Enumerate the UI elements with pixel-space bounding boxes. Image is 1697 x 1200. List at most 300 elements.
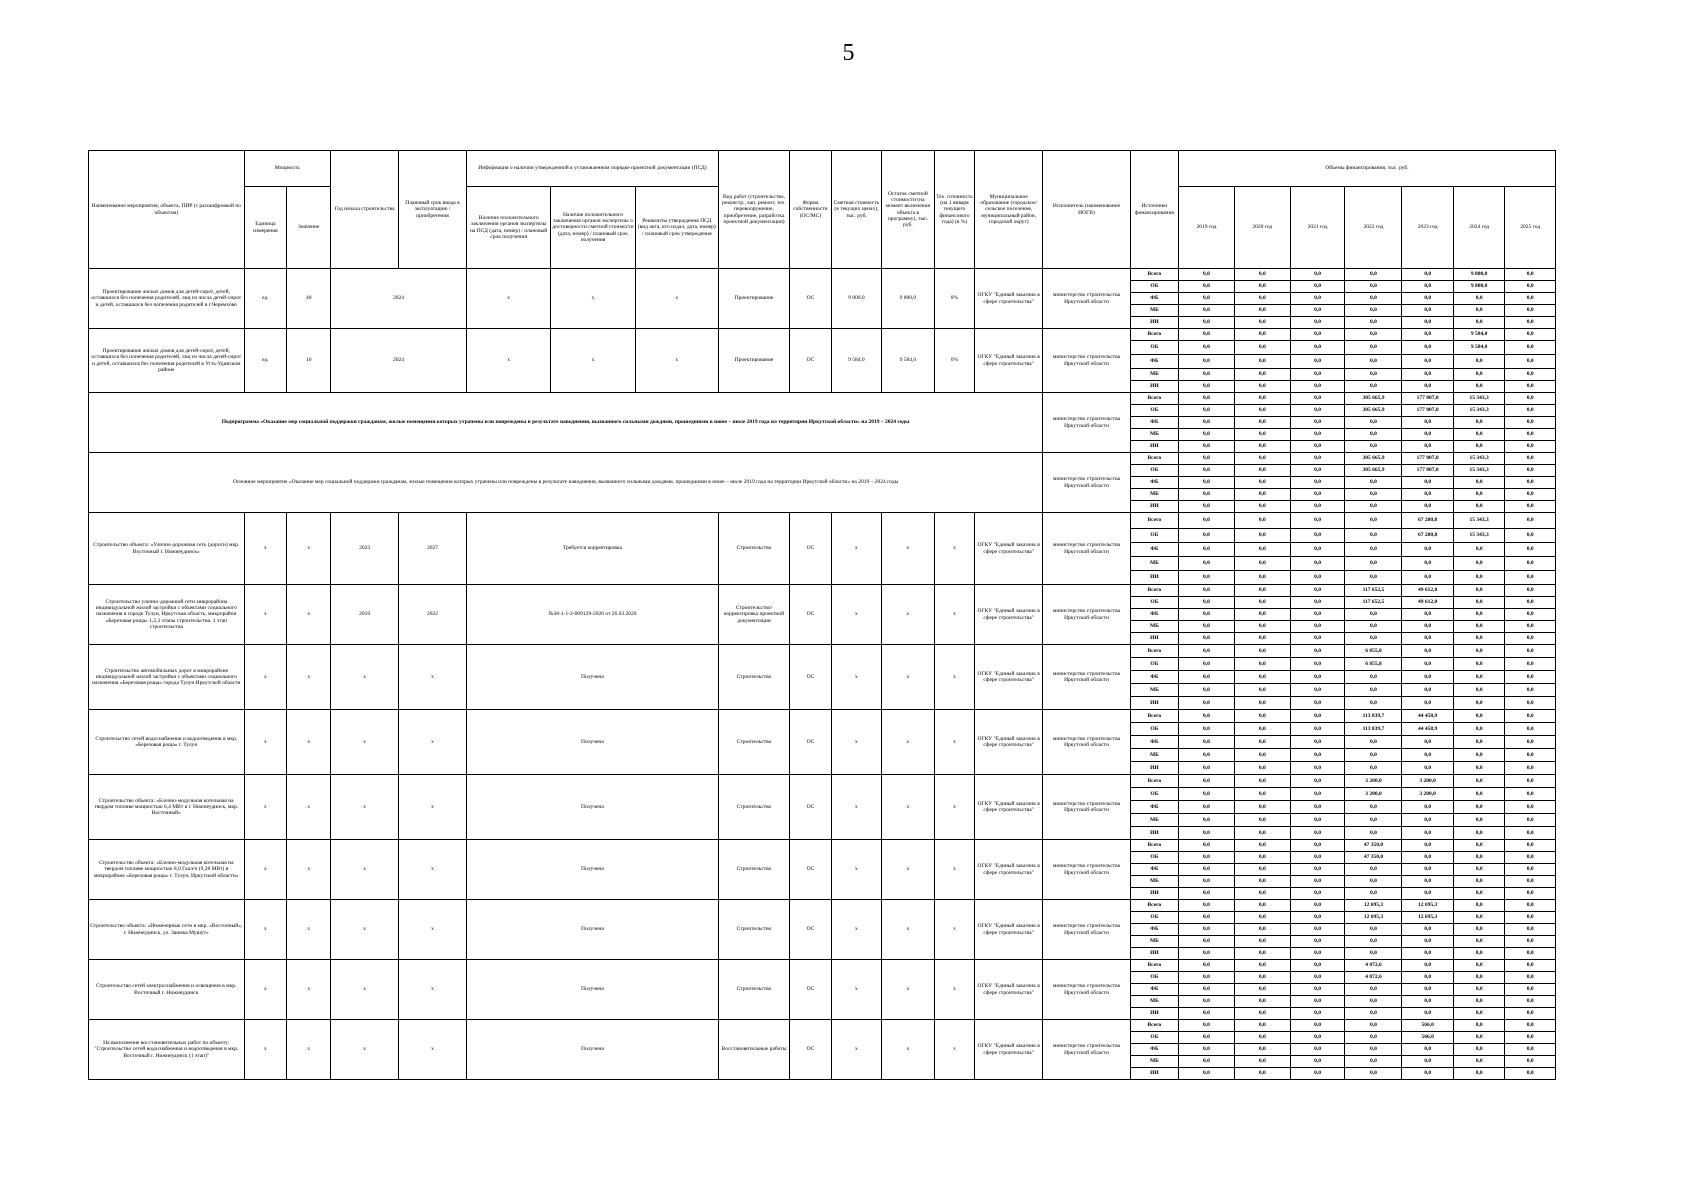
funding-value: 113 839,7 bbox=[1345, 723, 1402, 736]
funding-value: 0,0 bbox=[1234, 1032, 1290, 1044]
funding-value: 0,0 bbox=[1234, 912, 1290, 924]
funding-value: 0,0 bbox=[1178, 684, 1234, 697]
object-readiness: 0% bbox=[934, 329, 975, 393]
funding-value: 0,0 bbox=[1234, 281, 1290, 293]
object-remain: х bbox=[882, 710, 935, 775]
table-row bbox=[89, 960, 1556, 972]
funding-value: 0,0 bbox=[1402, 697, 1453, 710]
funding-value: 0,0 bbox=[1234, 924, 1290, 936]
object-municipality: ОГКУ "Единый заказчик в сфере строительства" bbox=[975, 585, 1043, 645]
funding-value: 0,0 bbox=[1290, 269, 1345, 281]
funding-value: 0,0 bbox=[1290, 960, 1345, 972]
funding-value: 0,0 bbox=[1345, 749, 1402, 762]
funding-value: 305 665,9 bbox=[1345, 405, 1402, 417]
funding-value: 0,0 bbox=[1178, 529, 1234, 543]
funding-value: 3 200,0 bbox=[1345, 775, 1402, 788]
funding-value: 0,0 bbox=[1345, 281, 1402, 293]
object-value: х bbox=[287, 1020, 331, 1080]
funding-value: 0,0 bbox=[1453, 571, 1504, 585]
funding-value: 0,0 bbox=[1505, 543, 1556, 557]
funding-source-label: ИИ bbox=[1130, 948, 1178, 960]
funding-value: 0,0 bbox=[1402, 1056, 1453, 1068]
funding-value: 0,0 bbox=[1290, 972, 1345, 984]
funding-value: 0,0 bbox=[1234, 329, 1290, 341]
funding-value: 0,0 bbox=[1178, 972, 1234, 984]
funding-value: 0,0 bbox=[1290, 996, 1345, 1008]
funding-value: 15 343,3 bbox=[1453, 453, 1504, 465]
funding-value: 3 200,0 bbox=[1402, 788, 1453, 801]
funding-value: 0,0 bbox=[1234, 948, 1290, 960]
funding-value: 0,0 bbox=[1453, 489, 1504, 501]
object-readiness: х bbox=[934, 840, 975, 900]
funding-value: 0,0 bbox=[1178, 369, 1234, 381]
funding-source-label: Всего bbox=[1130, 645, 1178, 658]
object-name: Строительство сетей водоснабжения и водоотведения в мкр. «Березовая роща» г. Тулун bbox=[89, 710, 245, 775]
funding-value: 0,0 bbox=[1178, 393, 1234, 405]
funding-value: 305 665,9 bbox=[1345, 393, 1402, 405]
object-value: х bbox=[287, 900, 331, 960]
funding-source-label: ОБ bbox=[1130, 405, 1178, 417]
funding-value: 0,0 bbox=[1178, 585, 1234, 597]
funding-value: 0,0 bbox=[1505, 996, 1556, 1008]
funding-value: 0,0 bbox=[1234, 864, 1290, 876]
object-years: 2024 bbox=[331, 329, 467, 393]
object-planned: х bbox=[399, 645, 467, 710]
object-municipality: ОГКУ "Единый заказчик в сфере строительства" bbox=[975, 645, 1043, 710]
object-unit: х bbox=[244, 645, 287, 710]
funding-value: 0,0 bbox=[1178, 788, 1234, 801]
funding-value: 0,0 bbox=[1178, 557, 1234, 571]
funding-value: 0,0 bbox=[1345, 876, 1402, 888]
funding-value: 0,0 bbox=[1178, 960, 1234, 972]
funding-value: 0,0 bbox=[1402, 571, 1453, 585]
object-value: х bbox=[287, 585, 331, 645]
object-executor: министерство строительства Иркутской области bbox=[1043, 645, 1131, 710]
funding-value: 44 458,9 bbox=[1402, 723, 1453, 736]
funding-value: 0,0 bbox=[1505, 441, 1556, 453]
funding-source-label: ОБ bbox=[1130, 852, 1178, 864]
funding-value: 0,0 bbox=[1402, 489, 1453, 501]
funding-value: 0,0 bbox=[1453, 775, 1504, 788]
funding-value: 177 807,0 bbox=[1402, 465, 1453, 477]
object-executor: министерство строительства Иркутской области bbox=[1043, 453, 1131, 513]
funding-value: 0,0 bbox=[1402, 293, 1453, 305]
table-row bbox=[89, 1020, 1556, 1032]
funding-value: 0,0 bbox=[1345, 671, 1402, 684]
object-ownership: ОС bbox=[790, 585, 832, 645]
header-sources: Источники финансирования bbox=[1130, 151, 1178, 269]
funding-value: 0,0 bbox=[1290, 369, 1345, 381]
funding-value: 0,0 bbox=[1453, 441, 1504, 453]
header-name: Наименование мероприятия, объекта, ПИР (с расшифровкой по объектам) bbox=[89, 151, 245, 269]
funding-value: 0,0 bbox=[1178, 645, 1234, 658]
funding-value: 0,0 bbox=[1178, 417, 1234, 429]
object-cost: х bbox=[831, 775, 881, 840]
funding-value: 49 612,0 bbox=[1402, 597, 1453, 609]
object-unit: х bbox=[244, 900, 287, 960]
funding-value: 0,0 bbox=[1402, 557, 1453, 571]
funding-value: 0,0 bbox=[1505, 736, 1556, 749]
object-cost: х bbox=[831, 1020, 881, 1080]
object-psd: Требуется корректировка bbox=[466, 513, 718, 585]
funding-value: 0,0 bbox=[1290, 645, 1345, 658]
object-psd3: х bbox=[635, 329, 718, 393]
object-value: х bbox=[287, 960, 331, 1020]
funding-source-label: ОБ bbox=[1130, 1032, 1178, 1044]
funding-value: 0,0 bbox=[1505, 341, 1556, 355]
object-name: Строительство сетей электроснабжения и освещения в мкр. Восточный г. Нижнеудинск bbox=[89, 960, 245, 1020]
funding-value: 0,0 bbox=[1290, 489, 1345, 501]
funding-value: 0,0 bbox=[1402, 269, 1453, 281]
object-planned: х bbox=[399, 900, 467, 960]
funding-value: 0,0 bbox=[1178, 801, 1234, 814]
funding-source-label: ОБ bbox=[1130, 723, 1178, 736]
funding-value: 0,0 bbox=[1290, 453, 1345, 465]
funding-value: 0,0 bbox=[1178, 996, 1234, 1008]
object-cost: 9 800,0 bbox=[831, 269, 881, 329]
funding-value: 0,0 bbox=[1290, 305, 1345, 317]
funding-value: 0,0 bbox=[1290, 948, 1345, 960]
funding-value: 0,0 bbox=[1290, 736, 1345, 749]
funding-value: 0,0 bbox=[1178, 658, 1234, 671]
funding-value: 0,0 bbox=[1345, 381, 1402, 393]
funding-value: 0,0 bbox=[1453, 960, 1504, 972]
funding-value: 0,0 bbox=[1234, 723, 1290, 736]
funding-value: 0,0 bbox=[1178, 710, 1234, 723]
funding-value: 0,0 bbox=[1345, 924, 1402, 936]
funding-value: 0,0 bbox=[1505, 827, 1556, 840]
funding-value: 67 280,8 bbox=[1402, 513, 1453, 529]
funding-value: 0,0 bbox=[1234, 633, 1290, 645]
funding-value: 0,0 bbox=[1402, 936, 1453, 948]
funding-value: 9 800,0 bbox=[1453, 281, 1504, 293]
funding-source-label: ОБ bbox=[1130, 658, 1178, 671]
funding-value: 0,0 bbox=[1178, 571, 1234, 585]
funding-value: 0,0 bbox=[1234, 429, 1290, 441]
funding-value: 0,0 bbox=[1453, 736, 1504, 749]
funding-value: 0,0 bbox=[1402, 609, 1453, 621]
object-municipality: ОГКУ "Единый заказчик в сфере строительства" bbox=[975, 840, 1043, 900]
object-executor: министерство строительства Иркутской области bbox=[1043, 329, 1131, 393]
funding-value: 0,0 bbox=[1345, 269, 1402, 281]
funding-value: 0,0 bbox=[1178, 762, 1234, 775]
funding-value: 0,0 bbox=[1402, 369, 1453, 381]
funding-value: 0,0 bbox=[1453, 697, 1504, 710]
object-readiness: х bbox=[934, 513, 975, 585]
funding-value: 0,0 bbox=[1290, 585, 1345, 597]
object-unit: ед. bbox=[244, 269, 287, 329]
object-work: Строительство bbox=[718, 513, 789, 585]
funding-value: 0,0 bbox=[1505, 355, 1556, 369]
funding-value: 0,0 bbox=[1234, 317, 1290, 329]
funding-value: 0,0 bbox=[1345, 827, 1402, 840]
funding-value: 0,0 bbox=[1345, 1032, 1402, 1044]
funding-value: 0,0 bbox=[1505, 1044, 1556, 1056]
funding-value: 0,0 bbox=[1453, 801, 1504, 814]
object-municipality: ОГКУ "Единый заказчик в сфере строительства" bbox=[975, 329, 1043, 393]
object-municipality: ОГКУ "Единый заказчик в сфере строительства" bbox=[975, 1020, 1043, 1080]
object-psd: №38-1-1-2-009129-2020 от 26.03.2020 bbox=[466, 585, 718, 645]
funding-value: 0,0 bbox=[1290, 788, 1345, 801]
funding-value: 0,0 bbox=[1453, 671, 1504, 684]
funding-value: 0,0 bbox=[1178, 429, 1234, 441]
funding-value: 566,0 bbox=[1402, 1032, 1453, 1044]
funding-value: 0,0 bbox=[1453, 876, 1504, 888]
object-cost: х bbox=[831, 585, 881, 645]
object-work: Строительство bbox=[718, 775, 789, 840]
funding-source-label: Всего bbox=[1130, 393, 1178, 405]
funding-value: 0,0 bbox=[1178, 513, 1234, 529]
funding-source-label: ФБ bbox=[1130, 543, 1178, 557]
funding-value: 44 458,9 bbox=[1402, 710, 1453, 723]
funding-source-label: ФБ bbox=[1130, 1044, 1178, 1056]
object-value: х bbox=[287, 513, 331, 585]
object-years: 2024 bbox=[331, 269, 467, 329]
funding-value: 0,0 bbox=[1178, 876, 1234, 888]
funding-value: 0,0 bbox=[1234, 609, 1290, 621]
funding-value: 0,0 bbox=[1234, 305, 1290, 317]
funding-source-label: МБ bbox=[1130, 684, 1178, 697]
funding-value: 0,0 bbox=[1505, 633, 1556, 645]
object-value: х bbox=[287, 710, 331, 775]
funding-value: 47 350,0 bbox=[1345, 852, 1402, 864]
funding-value: 15 343,3 bbox=[1453, 393, 1504, 405]
funding-value: 0,0 bbox=[1345, 814, 1402, 827]
object-work: Восстановительные работы bbox=[718, 1020, 789, 1080]
funding-value: 0,0 bbox=[1505, 369, 1556, 381]
object-municipality: ОГКУ "Единый заказчик в сфере строительства" bbox=[975, 900, 1043, 960]
funding-value: 0,0 bbox=[1505, 801, 1556, 814]
funding-source-label: ФБ bbox=[1130, 736, 1178, 749]
funding-source-label: ОБ bbox=[1130, 465, 1178, 477]
object-start-year: х bbox=[331, 775, 399, 840]
funding-value: 0,0 bbox=[1505, 1008, 1556, 1020]
funding-source-label: ФБ bbox=[1130, 671, 1178, 684]
funding-value: 177 807,0 bbox=[1402, 405, 1453, 417]
funding-value: 0,0 bbox=[1402, 501, 1453, 513]
funding-value: 0,0 bbox=[1178, 775, 1234, 788]
funding-value: 0,0 bbox=[1505, 972, 1556, 984]
funding-value: 0,0 bbox=[1505, 658, 1556, 671]
object-executor: министерство строительства Иркутской области bbox=[1043, 393, 1131, 453]
funding-source-label: ФБ bbox=[1130, 801, 1178, 814]
funding-value: 0,0 bbox=[1505, 1056, 1556, 1068]
funding-value: 15 343,3 bbox=[1453, 529, 1504, 543]
funding-value: 0,0 bbox=[1234, 684, 1290, 697]
funding-value: 177 807,0 bbox=[1402, 453, 1453, 465]
object-ownership: ОС bbox=[790, 329, 832, 393]
funding-value: 0,0 bbox=[1178, 1020, 1234, 1032]
object-cost: 9 584,0 bbox=[831, 329, 881, 393]
funding-value: 0,0 bbox=[1345, 571, 1402, 585]
funding-value: 0,0 bbox=[1505, 557, 1556, 571]
funding-value: 0,0 bbox=[1505, 936, 1556, 948]
funding-value: 0,0 bbox=[1234, 269, 1290, 281]
header-ownership: Форма собственности (ОС/МС) bbox=[790, 151, 832, 269]
object-value: 40 bbox=[287, 269, 331, 329]
header-remain: Остаток сметной стоимости (на момент включения объекта в программу), тыс. руб. bbox=[882, 151, 935, 269]
funding-value: 0,0 bbox=[1402, 840, 1453, 852]
object-psd: Получена bbox=[466, 710, 718, 775]
object-start-year: х bbox=[331, 645, 399, 710]
funding-value: 3 200,0 bbox=[1345, 788, 1402, 801]
funding-value: 0,0 bbox=[1234, 369, 1290, 381]
object-value: х bbox=[287, 645, 331, 710]
object-work: Строительство bbox=[718, 645, 789, 710]
object-work: Строительство bbox=[718, 710, 789, 775]
object-planned: х bbox=[399, 710, 467, 775]
funding-value: 0,0 bbox=[1345, 477, 1402, 489]
funding-value: 0,0 bbox=[1290, 900, 1345, 912]
funding-source-label: ИИ bbox=[1130, 441, 1178, 453]
funding-value: 0,0 bbox=[1290, 609, 1345, 621]
funding-value: 0,0 bbox=[1178, 1032, 1234, 1044]
table-row bbox=[89, 269, 1556, 281]
funding-value: 0,0 bbox=[1234, 621, 1290, 633]
table-row bbox=[89, 645, 1556, 658]
funding-value: 0,0 bbox=[1453, 996, 1504, 1008]
funding-source-label: Всего bbox=[1130, 960, 1178, 972]
funding-value: 15 343,3 bbox=[1453, 405, 1504, 417]
funding-source-label: ИИ bbox=[1130, 762, 1178, 775]
funding-value: 9 800,0 bbox=[1453, 269, 1504, 281]
object-unit: х bbox=[244, 775, 287, 840]
object-readiness: 0% bbox=[934, 269, 975, 329]
object-start-year: 2023 bbox=[331, 513, 399, 585]
funding-value: 0,0 bbox=[1178, 900, 1234, 912]
funding-value: 0,0 bbox=[1505, 329, 1556, 341]
funding-value: 0,0 bbox=[1505, 876, 1556, 888]
funding-value: 0,0 bbox=[1234, 888, 1290, 900]
funding-value: 0,0 bbox=[1453, 417, 1504, 429]
funding-source-label: Всего bbox=[1130, 453, 1178, 465]
header-psd2: Наличие положительного заключения органов экспертизы о достоверности сметной стоимости (дата, номер) / плановый срок получения bbox=[551, 187, 635, 269]
funding-source-label: ОБ bbox=[1130, 341, 1178, 355]
funding-value: 0,0 bbox=[1505, 1032, 1556, 1044]
funding-source-label: ФБ bbox=[1130, 924, 1178, 936]
funding-value: 0,0 bbox=[1505, 585, 1556, 597]
table-row bbox=[89, 900, 1556, 912]
funding-value: 3 200,0 bbox=[1402, 775, 1453, 788]
funding-value: 0,0 bbox=[1505, 405, 1556, 417]
header-cost: Сметная стоимость (в текущих ценах), тыс. руб. bbox=[831, 151, 881, 269]
object-planned: х bbox=[399, 840, 467, 900]
funding-source-label: Всего bbox=[1130, 585, 1178, 597]
funding-value: 0,0 bbox=[1402, 996, 1453, 1008]
funding-value: 0,0 bbox=[1505, 597, 1556, 609]
funding-value: 0,0 bbox=[1505, 900, 1556, 912]
funding-value: 0,0 bbox=[1505, 465, 1556, 477]
funding-value: 0,0 bbox=[1290, 1068, 1345, 1080]
funding-value: 0,0 bbox=[1178, 936, 1234, 948]
funding-value: 0,0 bbox=[1505, 269, 1556, 281]
funding-value: 0,0 bbox=[1453, 369, 1504, 381]
funding-value: 0,0 bbox=[1290, 405, 1345, 417]
funding-source-label: МБ bbox=[1130, 996, 1178, 1008]
funding-value: 0,0 bbox=[1178, 864, 1234, 876]
object-start-year: х bbox=[331, 960, 399, 1020]
object-ownership: ОС bbox=[790, 960, 832, 1020]
header-start-year: Год начала строительства bbox=[331, 151, 399, 269]
object-ownership: ОС bbox=[790, 645, 832, 710]
funding-value: 15 343,3 bbox=[1453, 465, 1504, 477]
funding-value: 0,0 bbox=[1453, 477, 1504, 489]
header-work-type: Вид работ (строительство, реконстр., кап. ремонт, тех. перевооружение, приобретение, разработка проектной документации) bbox=[718, 151, 789, 269]
funding-value: 0,0 bbox=[1505, 912, 1556, 924]
funding-value: 0,0 bbox=[1402, 1068, 1453, 1080]
funding-value: 0,0 bbox=[1345, 762, 1402, 775]
funding-value: 0,0 bbox=[1453, 429, 1504, 441]
header-year: 2021 год bbox=[1290, 187, 1345, 269]
funding-value: 0,0 bbox=[1178, 341, 1234, 355]
object-executor: министерство строительства Иркутской области bbox=[1043, 710, 1131, 775]
object-work: Проектирование bbox=[718, 329, 789, 393]
funding-source-label: ИИ bbox=[1130, 381, 1178, 393]
funding-value: 0,0 bbox=[1402, 736, 1453, 749]
funding-value: 0,0 bbox=[1234, 355, 1290, 369]
funding-value: 0,0 bbox=[1290, 355, 1345, 369]
object-ownership: ОС bbox=[790, 1020, 832, 1080]
funding-value: 0,0 bbox=[1234, 557, 1290, 571]
object-start-year: х bbox=[331, 710, 399, 775]
funding-value: 0,0 bbox=[1453, 840, 1504, 852]
table-row bbox=[89, 329, 1556, 341]
funding-value: 0,0 bbox=[1178, 441, 1234, 453]
object-municipality: ОГКУ "Единый заказчик в сфере строительства" bbox=[975, 269, 1043, 329]
funding-value: 0,0 bbox=[1234, 1056, 1290, 1068]
funding-value: 47 350,0 bbox=[1345, 840, 1402, 852]
object-name: Строительство объекта: «Блочно-модульная котельная на твердом топливе мощностью 6,4 МВт в г. Нижнеудинск, мкр. Восточный» bbox=[89, 775, 245, 840]
funding-value: 0,0 bbox=[1505, 489, 1556, 501]
funding-value: 0,0 bbox=[1234, 645, 1290, 658]
funding-source-label: ИИ bbox=[1130, 633, 1178, 645]
funding-source-label: МБ bbox=[1130, 814, 1178, 827]
funding-source-label: МБ bbox=[1130, 1056, 1178, 1068]
funding-value: 0,0 bbox=[1453, 1056, 1504, 1068]
funding-value: 0,0 bbox=[1290, 329, 1345, 341]
funding-value: 0,0 bbox=[1178, 355, 1234, 369]
funding-value: 0,0 bbox=[1234, 900, 1290, 912]
funding-value: 0,0 bbox=[1234, 477, 1290, 489]
object-cost: х bbox=[831, 645, 881, 710]
funding-value: 0,0 bbox=[1345, 864, 1402, 876]
funding-value: 0,0 bbox=[1505, 984, 1556, 996]
funding-value: 0,0 bbox=[1402, 317, 1453, 329]
funding-value: 0,0 bbox=[1453, 1044, 1504, 1056]
funding-value: 0,0 bbox=[1505, 417, 1556, 429]
funding-value: 0,0 bbox=[1234, 697, 1290, 710]
table-row bbox=[89, 585, 1556, 597]
funding-value: 0,0 bbox=[1290, 1032, 1345, 1044]
funding-value: 0,0 bbox=[1234, 671, 1290, 684]
funding-value: 0,0 bbox=[1234, 513, 1290, 529]
funding-value: 0,0 bbox=[1290, 912, 1345, 924]
funding-value: 0,0 bbox=[1234, 341, 1290, 355]
funding-value: 0,0 bbox=[1290, 597, 1345, 609]
object-remain: 9 584,0 bbox=[882, 329, 935, 393]
funding-source-label: ФБ bbox=[1130, 477, 1178, 489]
object-psd1: х bbox=[466, 329, 550, 393]
funding-value: 0,0 bbox=[1453, 557, 1504, 571]
funding-value: 0,0 bbox=[1178, 671, 1234, 684]
funding-source-label: ФБ bbox=[1130, 984, 1178, 996]
funding-value: 0,0 bbox=[1178, 948, 1234, 960]
funding-value: 0,0 bbox=[1505, 775, 1556, 788]
funding-value: 0,0 bbox=[1234, 749, 1290, 762]
funding-value: 0,0 bbox=[1453, 1032, 1504, 1044]
funding-value: 0,0 bbox=[1290, 381, 1345, 393]
funding-value: 0,0 bbox=[1290, 621, 1345, 633]
